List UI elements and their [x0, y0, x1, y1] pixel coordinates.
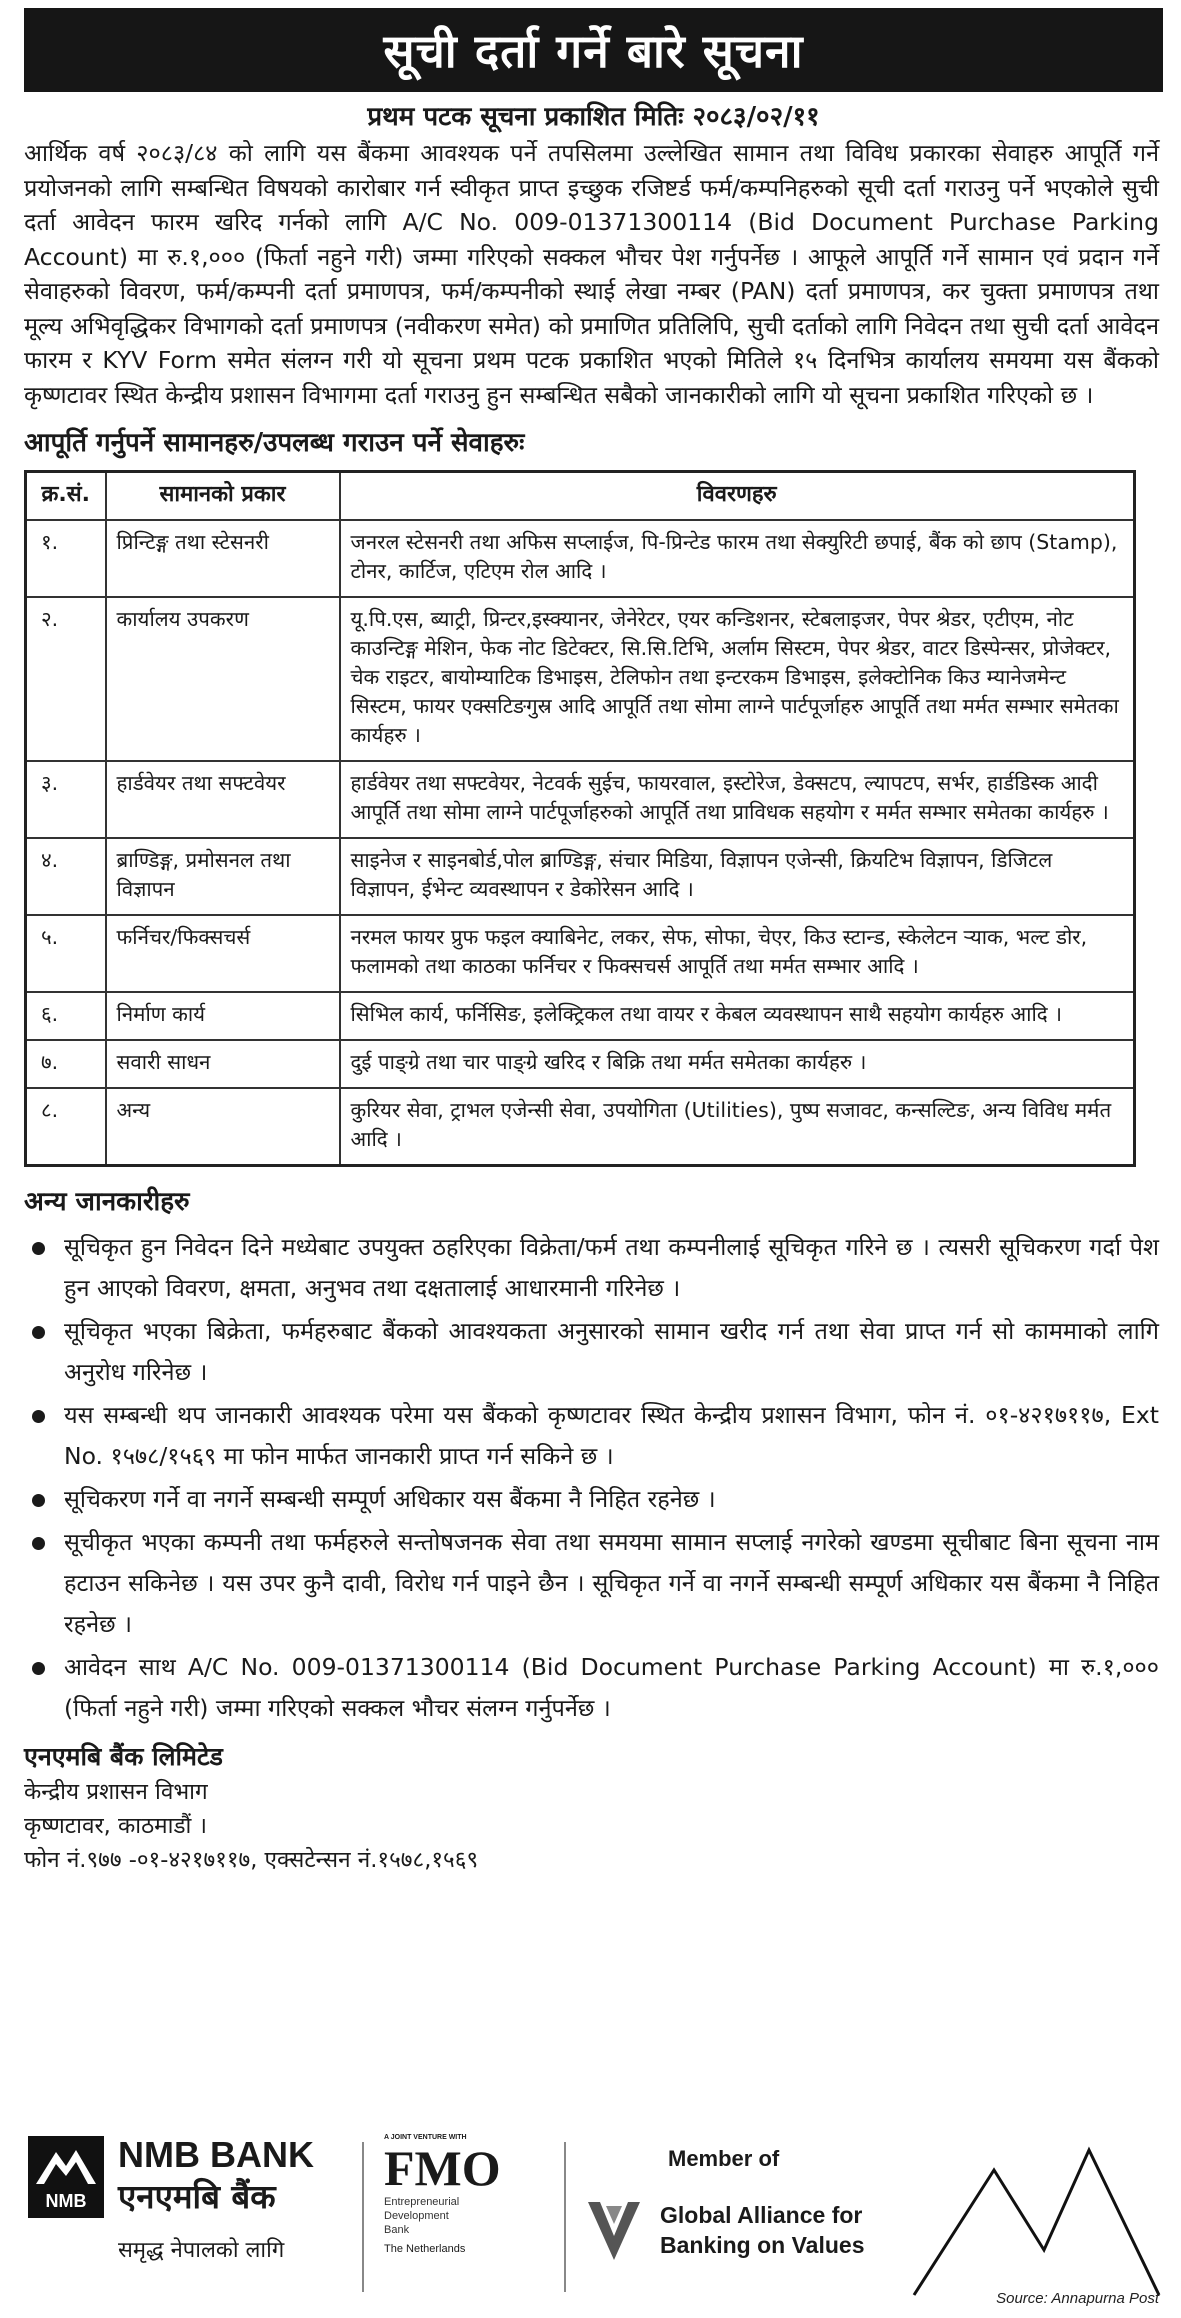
- note-text: यस सम्बन्धी थप जानकारी आवश्यक परेमा यस बैंकको कृष्णटावर स्थित केन्द्रीय प्रशासन विभाग, फोन नं. ०१-४२१७११७, Ext No. १५७८/१५६९ मा फोन मार्फत जानकारी प्राप्त गर्न सकिने छ ।: [64, 1401, 1159, 1470]
- note-text: आवेदन साथ A/C No. 009-01371300114 (Bid Document Purchase Parking Account) मा रु.१,००० (फिर्ता नहुने गरी) जम्मा गरिएको सक्कल भौचर संलग्न गर्नुपर्नेछ ।: [64, 1653, 1159, 1722]
- table-row: [26, 838, 1135, 915]
- row-sn: ८.: [26, 1088, 106, 1166]
- bullet-icon: [32, 1537, 45, 1550]
- table-row: [26, 520, 1135, 597]
- table-row: [26, 761, 1135, 838]
- row-detail: साइनेज र साइनबोर्ड,पोल ब्राण्डिङ्ग, संचार मिडिया, विज्ञापन एजेन्सी, क्रियटिभ विज्ञापन, डिजिटल विज्ञापन, ईभेन्ट व्यवस्थापन र डेकोरेसन आदि ।: [340, 838, 1135, 915]
- mountain-outline-icon: [904, 2130, 1164, 2300]
- nmb-box-label: NMB: [45, 2191, 87, 2211]
- row-type: सवारी साधन: [106, 1040, 340, 1088]
- list-item: [24, 1479, 1163, 1520]
- nmb-name-en: NMB BANK: [118, 2134, 314, 2175]
- row-sn: १.: [26, 520, 106, 597]
- fmo-country: The Netherlands: [384, 2243, 466, 2255]
- fmo-desc-1: Entrepreneurial: [384, 2196, 460, 2208]
- footer-logos: [24, 2130, 1164, 2300]
- row-detail: दुई पाङ्ग्रे तथा चार पाङ्ग्रे खरिद र बिक्रि तथा मर्मत समेतका कार्यहरु ।: [340, 1040, 1135, 1088]
- other-info-heading: अन्य जानकारीहरु: [24, 1187, 190, 1217]
- list-item: [24, 1647, 1163, 1729]
- gabv-name-line-2: Banking on Values: [660, 2232, 865, 2258]
- gabv-v-icon: [584, 2196, 644, 2266]
- member-of-label: Member of: [668, 2146, 780, 2171]
- bullet-icon: [32, 1326, 45, 1339]
- other-info-list: [24, 1227, 1163, 1729]
- row-type: प्रिन्टिङ्ग तथा स्टेसनरी: [106, 520, 340, 597]
- row-detail: कुरियर सेवा, ट्राभल एजेन्सी सेवा, उपयोगिता (Utilities), पुष्प सजावट, कन्सल्टिङ, अन्य विविध मर्मत आदि ।: [340, 1088, 1135, 1166]
- nmb-slogan: समृद्ध नेपालको लागि: [118, 2238, 285, 2263]
- list-item: [24, 1227, 1163, 1309]
- row-type: अन्य: [106, 1088, 340, 1166]
- nmb-mountain-icon: [28, 2136, 104, 2218]
- row-detail: सिभिल कार्य, फर्निसिङ, इलेक्ट्रिकल तथा वायर र केबल व्यवस्थापन साथै सहयोग कार्यहरु आदि ।: [340, 992, 1135, 1040]
- table-row: [26, 992, 1135, 1040]
- row-type: ब्राण्डिङ्ग, प्रमोसनल तथा विज्ञापन: [106, 838, 340, 915]
- table-row: [26, 915, 1135, 992]
- fmo-name: FMO: [384, 2140, 501, 2196]
- nmb-name-np: एनएमबि बैंक: [118, 2177, 276, 2216]
- col-header-type: सामानको प्रकार: [106, 472, 340, 521]
- row-sn: ६.: [26, 992, 106, 1040]
- row-sn: ५.: [26, 915, 106, 992]
- fmo-desc-2: Development: [384, 2210, 449, 2222]
- footer-divider: [564, 2142, 566, 2292]
- source-credit: Source: Annapurna Post: [996, 2290, 1159, 2307]
- row-type: फर्निचर/फिक्सचर्स: [106, 915, 340, 992]
- list-item: [24, 1395, 1163, 1477]
- col-header-detail: विवरणहरु: [340, 472, 1135, 521]
- table-row: [26, 1088, 1135, 1166]
- items-heading: आपूर्ति गर्नुपर्ने सामानहरु/उपलब्ध गराउन पर्ने सेवाहरुः: [24, 428, 525, 458]
- fmo-joint-venture: A JOINT VENTURE WITH: [384, 2134, 467, 2141]
- notice-title: सूची दर्ता गर्ने बारे सूचना: [383, 24, 804, 78]
- bullet-icon: [32, 1410, 45, 1423]
- row-sn: २.: [26, 597, 106, 761]
- col-header-sn: क्र.सं.: [26, 472, 106, 521]
- table-row: [26, 597, 1135, 761]
- signature-address: कृष्णटावर, काठमाडौं ।: [24, 1813, 207, 1839]
- bullet-icon: [32, 1494, 45, 1507]
- row-type: निर्माण कार्य: [106, 992, 340, 1040]
- row-sn: ४.: [26, 838, 106, 915]
- row-sn: ३.: [26, 761, 106, 838]
- intro-paragraph: आर्थिक वर्ष २०८३/८४ को लागि यस बैंकमा आवश्यक पर्ने तपसिलमा उल्लेखित सामान तथा विविध प्रकारका सेवाहरु आपूर्ति गर्ने प्रयोजनको लागि सम्बन्धित विषयको कारोबार गर्न स्वीकृत प्राप्त इच्छुक रजिष्टर्ड फर्म/कम्पनिहरुको सूची दर्ता गराउनु पर्ने भएकोले सुची दर्ता आवेदन फारम खरिद गर्नको लागि A/C No. 009-01371300114 (Bid Document Purchase Parking Account) मा रु.१,००० (फिर्ता नहुने गरी) जम्मा गरिएको सक्कल भौचर पेश गर्नुपर्नेछ । आफूले आपूर्ति गर्ने सामान एवं प्रदान गर्ने सेवाहरुको विवरण, फर्म/कम्पनी दर्ता प्रमाणपत्र, फर्म/कम्पनीको स्थाई लेखा नम्बर (PAN) दर्ता प्रमाणपत्र, कर चुक्ता प्रमाणपत्र तथा मूल्य अभिवृद्धिकर विभागको दर्ता प्रमाणपत्र (नवीकरण समेत) को प्रमाणित प्रतिलिपि, सुची दर्ताको लागि निवेदन तथा सुची दर्ता आवेदन फारम र KYV Form समेत संलग्न गरी यो सूचना प्रथम पटक प्रकाशित भएको मितिले १५ दिनभित्र कार्यालय समयमा यस बैंकको कृष्णटावर स्थित केन्द्रीय प्रशासन विभागमा दर्ता गराउनु हुन सम्बन्धित सबैको जानकारीको लागि यो सूचना प्रकाशित गरिएको छ ।: [24, 139, 1159, 409]
- footer-divider: [362, 2142, 364, 2292]
- items-table: [24, 470, 1136, 1167]
- row-sn: ७.: [26, 1040, 106, 1088]
- fmo-logo: [384, 2130, 564, 2300]
- title-banner: [24, 8, 1163, 92]
- row-detail: यू.पि.एस, ब्याट्री, प्रिन्टर,इस्क्यानर, जेनेरेटर, एयर कन्डिशनर, स्टेबलाइजर, पेपर श्रेडर, एटीएम, नोट काउन्टिङ्ग मेशिन, फेक नोट डिटेक्टर, सि.सि.टिभि, अर्लाम सिस्टम, पेपर श्रेडर, वाटर डिस्पेन्सर, प्रोजेक्टर, चेक राइटर, बायोम्याटिक डिभाइस, टेलिफोन तथा इन्टरकम डिभाइस, इलेक्टोनिक किउ म्यानेजमेन्ट सिस्टम, फायर एक्सटिङगुस्र आदि आपूर्ति तथा सोमा लाग्ने पार्टपूर्जाहरु आपूर्ति तथा मर्मत सम्भार समेतका कार्यहरु ।: [340, 597, 1135, 761]
- row-detail: जनरल स्टेसनरी तथा अफिस सप्लाईज, पि-प्रिन्टेड फारम तथा सेक्युरिटी छपाई, बैंक को छाप (Stamp), टोनर, कार्टिज, एटिएम रोल आदि ।: [340, 520, 1135, 597]
- gabv-name: [660, 2200, 865, 2260]
- note-text: सूचिकरण गर्ने वा नगर्ने सम्बन्धी सम्पूर्ण अधिकार यस बैंकमा नै निहित रहनेछ ।: [64, 1485, 716, 1513]
- nmb-logo: [24, 2130, 354, 2300]
- signature-org: एनएमबि बैंक लिमिटेड: [24, 1742, 223, 1771]
- row-detail: नरमल फायर प्रुफ फइल क्याबिनेट, लकर, सेफ, सोफा, चेएर, किउ स्टान्ड, स्केलेटन ऱ्याक, भल्ट डोर, फलामको तथा काठका फर्निचर र फिक्सचर्स आपूर्ति तथा मर्मत सम्भार आदि ।: [340, 915, 1135, 992]
- note-text: सूचीकृत भएका कम्पनी तथा फर्महरुले सन्तोषजनक सेवा तथा समयमा सामान सप्लाई नगरेको खण्डमा सूचीबाट बिना सूचना नाम हटाउन सकिनेछ । यस उपर कुनै दावी, विरोध गर्न पाइने छैन । सूचिकृत गर्ने वा नगर्ने सम्बन्धी सम्पूर्ण अधिकार यस बैंकमा नै निहित रहनेछ ।: [64, 1528, 1159, 1638]
- list-item: [24, 1311, 1163, 1393]
- gabv-member-logo: [584, 2146, 884, 2296]
- fmo-desc-3: Bank: [384, 2224, 410, 2236]
- bullet-icon: [32, 1662, 45, 1675]
- note-text: सूचिकृत भएका बिक्रेता, फर्महरुबाट बैंकको आवश्यकता अनुसारको सामान खरीद गर्न तथा सेवा प्राप्त गर्न सो काममाको लागि अनुरोध गरिनेछ ।: [64, 1317, 1159, 1386]
- list-item: [24, 1522, 1163, 1645]
- table-header-row: [26, 472, 1135, 521]
- signature-block: [24, 1739, 1163, 1877]
- note-text: सूचिकृत हुन निवेदन दिने मध्येबाट उपयुक्त ठहरिएका विक्रेता/फर्म तथा कम्पनीलाई सूचिकृत गरिने छ । त्यसरी सूचिकरण गर्दा पेश हुन आएको विवरण, क्षमता, अनुभव तथा दक्षतालाई आधारमानी गरिनेछ ।: [64, 1233, 1159, 1302]
- signature-dept: केन्द्रीय प्रशासन विभाग: [24, 1779, 208, 1805]
- row-type: कार्यालय उपकरण: [106, 597, 340, 761]
- signature-phone: फोन नं.९७७ -०१-४२१७११७, एक्सटेन्सन नं.१५७८,१५६९: [24, 1847, 479, 1873]
- bullet-icon: [32, 1242, 45, 1255]
- row-detail: हार्डवेयर तथा सफ्टवेयर, नेटवर्क सुईच, फायरवाल, इस्टोरेज, डेक्सटप, ल्यापटप, सर्भर, हार्डडिस्क आदी आपूर्ति तथा सोमा लाग्ने पार्टपूर्जाहरुको आपूर्ति तथा प्राविधक सहयोग र मर्मत सम्भार समेतका कार्यहरु ।: [340, 761, 1135, 838]
- table-row: [26, 1040, 1135, 1088]
- gabv-name-line-1: Global Alliance for: [660, 2202, 863, 2228]
- publication-date-line: प्रथम पटक सूचना प्रकाशित मितिः २०८३/०२/११: [367, 102, 820, 132]
- row-type: हार्डवेयर तथा सफ्टवेयर: [106, 761, 340, 838]
